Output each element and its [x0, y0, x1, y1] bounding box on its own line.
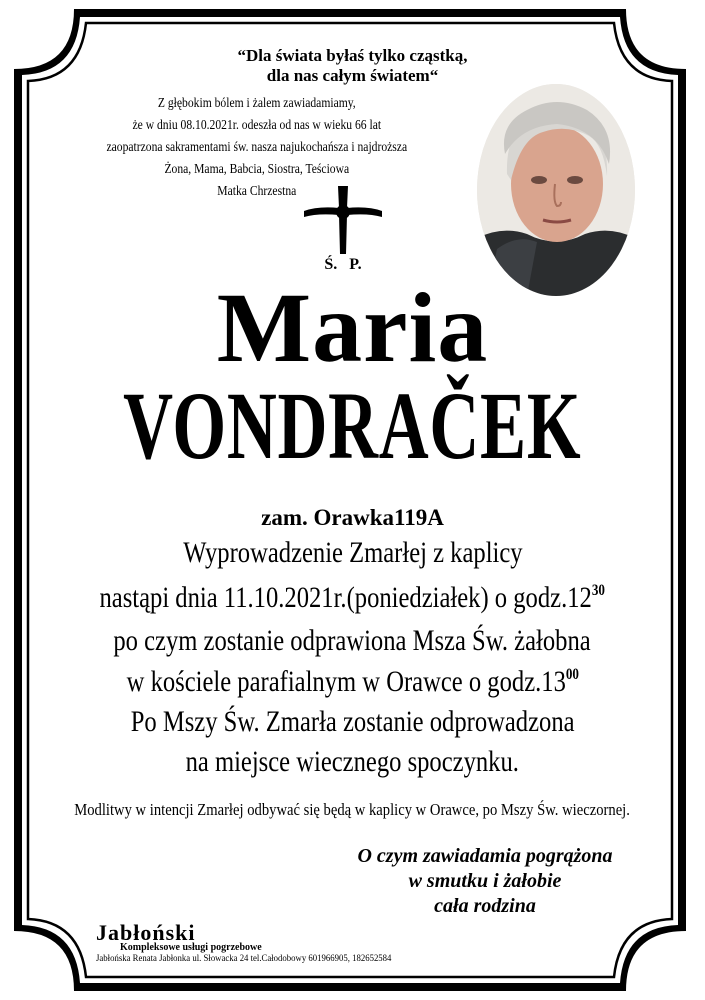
deceased-first-name: Maria — [216, 272, 489, 383]
ceremony-line-2 — [0, 581, 705, 615]
funeral-home-address: Jabłońska Renata Jabłonka ul. Słowacka 24 tel.Całodobowy 601966905, 182652584 — [96, 954, 392, 964]
ceremony-line-1: Wyprowadzenie Zmarłej z kaplicy — [182, 536, 523, 569]
intro-line-2: że w dniu 08.10.2021r. odeszła od nas w wieku 66 lat — [132, 117, 382, 132]
family-line-2: w smutku i żałobie — [408, 870, 562, 892]
prayers-info: Modlitwy w intencji Zmarłej odbywać się będą w kaplicy w Orawce, po Mszy Św. wieczornej. — [74, 800, 631, 819]
deceased-last-name-wrap — [0, 370, 705, 481]
ceremony-line-2-text: nastąpi dnia 11.10.2021r.(poniedziałek) o godz.12 — [99, 581, 593, 614]
ceremony-time-1-minutes: 30 — [592, 582, 606, 599]
funeral-home-name: Jabłoński — [96, 920, 196, 945]
intro-line-5: Matka Chrzestna — [217, 183, 297, 198]
funeral-home-subtitle: Kompleksowe usługi pogrzebowe — [120, 942, 262, 953]
quote-line-2: dla nas całym światem“ — [266, 66, 439, 85]
quote-line-1: “Dla świata byłaś tylko cząstką, — [237, 46, 468, 65]
intro-line-3: zaopatrzona sakramentami św. nasza najukochańsza i najdroższa — [106, 139, 408, 154]
family-line-1: O czym zawiadamia pogrążona — [357, 845, 613, 867]
ceremony-line-3: po czym zostanie odprawiona Msza Św. żałobna — [113, 624, 592, 657]
ceremony-line-5: Po Mszy Św. Zmarła zostanie odprowadzona — [130, 705, 575, 738]
intro-line-4: Żona, Mama, Babcia, Siostra, Teściowa — [164, 161, 350, 176]
ceremony-time-2-minutes: 00 — [565, 666, 579, 683]
ceremony-line-6: na miejsce wiecznego spoczynku. — [185, 745, 520, 778]
family-signature — [265, 844, 705, 919]
funeral-home-logo — [96, 920, 417, 964]
deceased-last-name: VONDRAČEK — [123, 372, 582, 479]
deceased-address: zam. Orawka119A — [261, 505, 444, 530]
sp-label: Ś. P. — [324, 256, 362, 273]
cross-icon — [298, 184, 388, 284]
family-line-3: cała rodzina — [434, 895, 536, 917]
ceremony-line-4 — [0, 665, 705, 699]
memorial-quote — [0, 46, 705, 86]
portrait-photo — [477, 84, 635, 296]
intro-line-1: Z głębokim bólem i żalem zawiadamiamy, — [157, 95, 356, 110]
ceremony-line-4-text: w kościele parafialnym w Orawce o godz.13 — [126, 665, 566, 698]
